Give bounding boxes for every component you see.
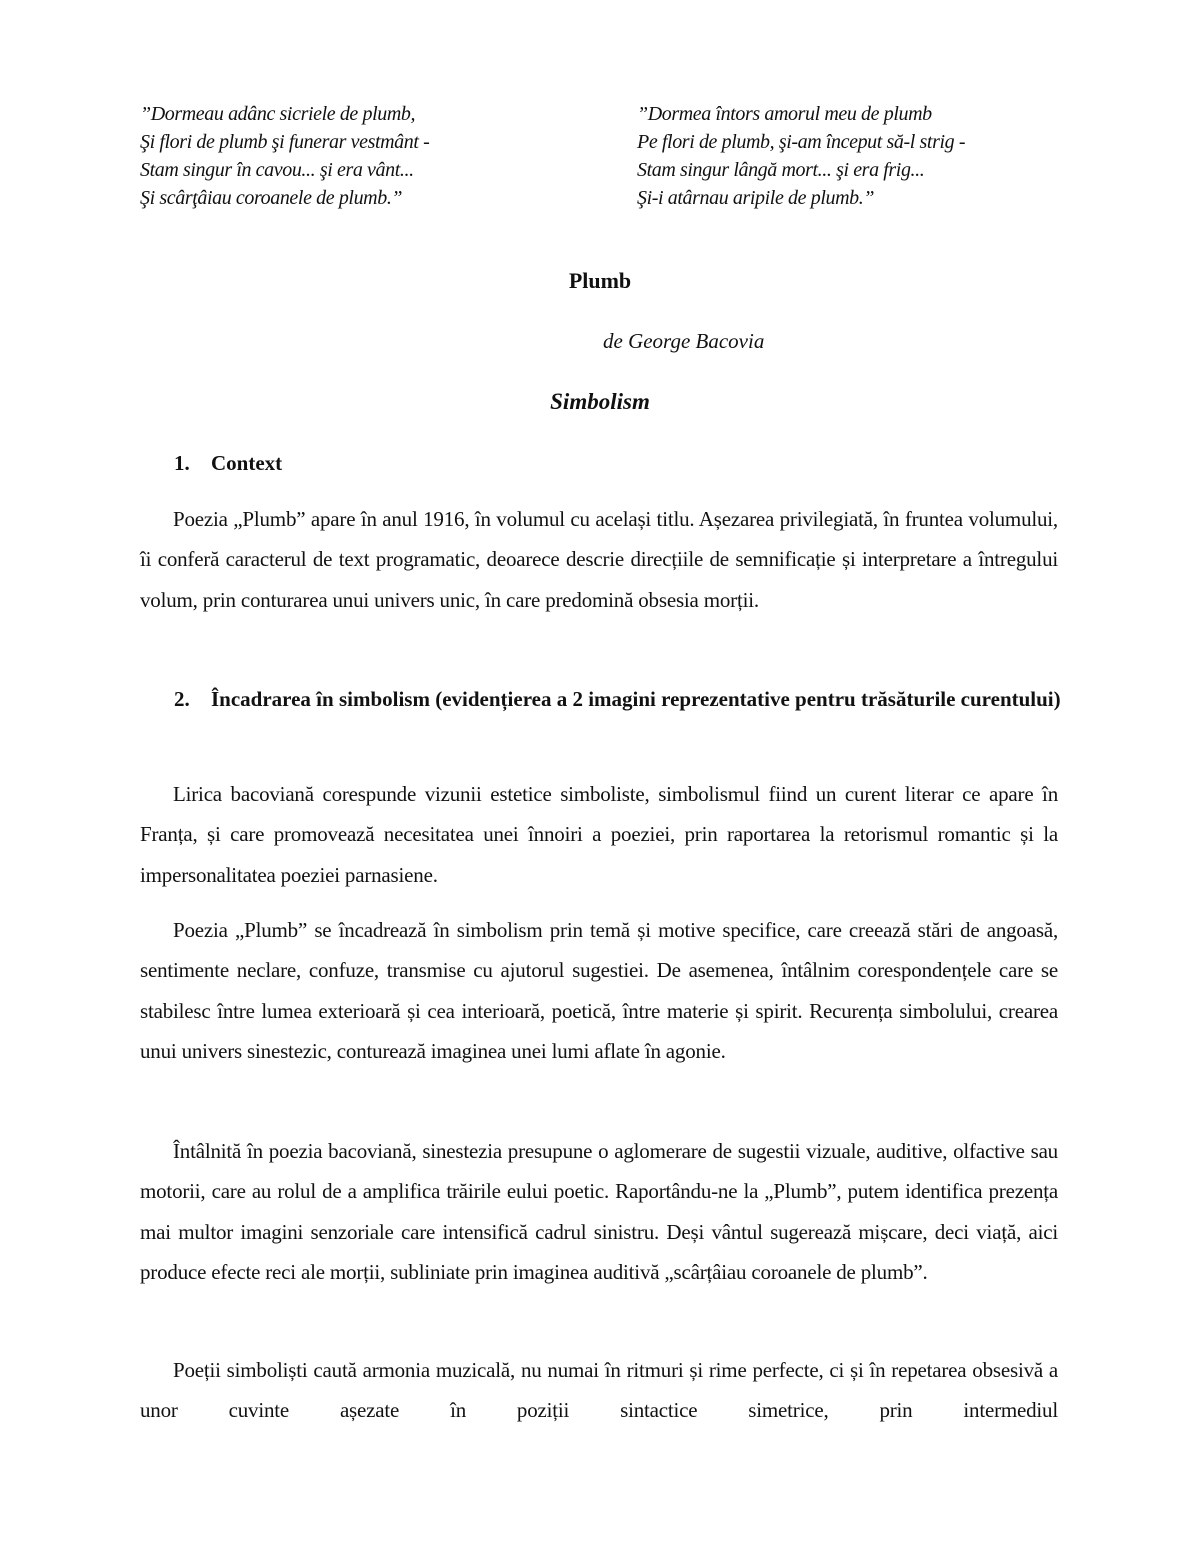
section-number: 2. — [174, 687, 190, 711]
body-paragraph: Întâlnită în poezia bacoviană, sinestezia presupune o aglomerare de sugestii vizuale, auditive, olfactive sau motorii, care au rolul de a amplifica trăirile eului poetic. Raportându-ne la „Plumb”, putem identifica prezența mai multor imagini senzoriale care intensifică cadrul sinistru. Deși vântul sugerează mișcare, deci viață, aici produce efecte reci ale morții, subliniate prin imaginea auditivă „scârțâiau coroanele de plumb”. — [140, 1139, 1058, 1284]
epigraph-stanza-left — [140, 100, 429, 212]
section-heading-simbolism — [174, 679, 1064, 720]
epigraph-stanza-right — [637, 100, 965, 212]
section-heading-text: Încadrarea în simbolism (evidențierea a 2 imagini reprezentative pentru trăsăturile curentului) — [211, 687, 1061, 711]
verse-line: Şi scârţâiau coroanele de plumb.” — [140, 187, 403, 209]
verse-line: ”Dormea întors amorul meu de plumb — [637, 103, 932, 125]
section-number: 1. — [174, 451, 190, 475]
author-line: de George Bacovia — [603, 329, 765, 353]
body-paragraph: Lirica bacoviană corespunde vizunii estetice simboliste, simbolismul fiind un curent literar ce apare în Franța, și care promovează necesitatea unei înnoiri a poeziei, prin raportarea la retorismul romantic și la impersonalitatea poeziei parnasiene. — [140, 782, 1058, 887]
body-paragraph: Poezia „Plumb” se încadrează în simbolism prin temă și motive specifice, care creează stări de angoasă, sentimente neclare, confuze, transmise cu ajutorul sugestiei. De asemenea, întâlnim corespondențele care se stabilesc între lumea exterioară și cea interioară, poetică, între materie și spirit. Recurența simbolului, crearea unui univers sinestezic, conturează imaginea unei lumi aflate în agonie. — [140, 918, 1058, 1063]
section-heading-text: Context — [211, 451, 283, 475]
verse-line: Stam singur în cavou... şi era vânt... — [140, 159, 414, 181]
page-title: Plumb — [568, 268, 632, 293]
verse-line: Stam singur lângă mort... şi era frig... — [637, 159, 925, 181]
literary-movement-heading: Simbolism — [550, 389, 650, 414]
verse-line: Şi flori de plumb şi funerar vestmânt - — [140, 131, 430, 153]
body-paragraph: Poezia „Plumb” apare în anul 1916, în volumul cu același titlu. Așezarea privilegiată, în fruntea volumului, îi conferă caracterul de text programatic, deoarece descrie direcțiile de semnificație și interpretare a întregului volum, prin conturarea unui univers unic, în care predomină obsesia morții. — [140, 507, 1058, 612]
verse-line: ”Dormeau adânc sicriele de plumb, — [140, 103, 416, 125]
verse-line: Şi-i atârnau aripile de plumb.” — [637, 187, 875, 209]
verse-line: Pe flori de plumb, şi-am început să-l strig - — [637, 131, 966, 153]
body-paragraph: Poeții simboliști caută armonia muzicală, nu numai în ritmuri și rime perfecte, ci și în repetarea obsesivă a unor cuvinte așezate în poziții sintactice simetrice, prin intermediul — [140, 1358, 1058, 1423]
section-heading-context — [174, 443, 1064, 483]
